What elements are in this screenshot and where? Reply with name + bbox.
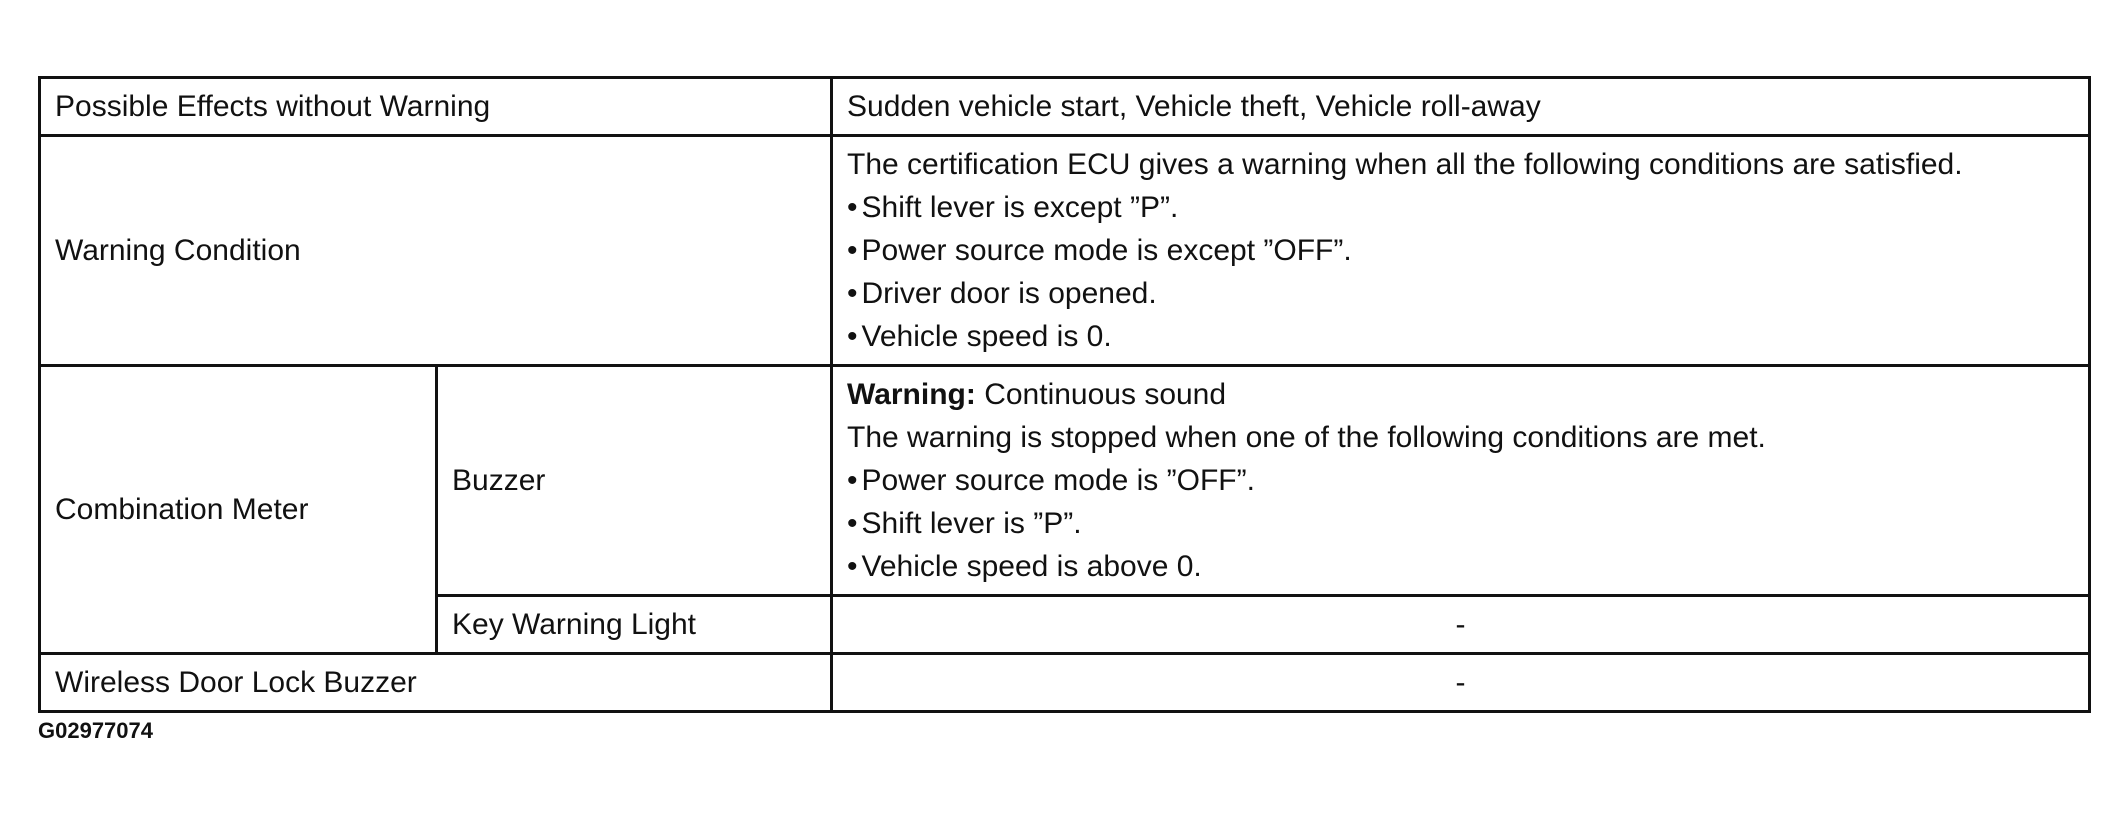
possible-effects-value: Sudden vehicle start, Vehicle theft, Vehicle roll-away [832,78,2090,136]
buzzer-stop-item: • Vehicle speed is above 0. [847,545,2074,588]
buzzer-warning-line [847,373,2074,416]
buzzer-stop-item: • Power source mode is ”OFF”. [847,459,2074,502]
wireless-door-lock-label: Wireless Door Lock Buzzer [40,654,832,712]
combination-meter-label: Combination Meter [40,366,437,654]
buzzer-label: Buzzer [437,366,832,596]
warning-condition-item: • Power source mode is except ”OFF”. [847,229,2074,272]
table-row-possible-effects [40,78,2090,136]
possible-effects-label: Possible Effects without Warning [40,78,832,136]
table-row-buzzer [40,366,2090,596]
warning-condition-intro: The certification ECU gives a warning when all the following conditions are satisfied. [847,148,1963,181]
warning-condition-item: • Shift lever is except ”P”. [847,186,2074,229]
buzzer-warning-title: Warning: [847,378,976,411]
buzzer-stop-item: • Shift lever is ”P”. [847,502,2074,545]
warning-condition-label: Warning Condition [40,136,832,366]
warning-spec-table [38,76,2091,713]
buzzer-stop-intro: The warning is stopped when one of the following conditions are met. [847,421,1766,454]
warning-condition-item: • Driver door is opened. [847,272,2074,315]
warning-condition-value [832,136,2090,366]
buzzer-value [832,366,2090,596]
key-warning-light-value: - [832,596,2090,654]
warning-condition-item: • Vehicle speed is 0. [847,315,2074,358]
wireless-door-lock-value: - [832,654,2090,712]
table-row-warning-condition [40,136,2090,366]
key-warning-light-label: Key Warning Light [437,596,832,654]
buzzer-warning-text: Continuous sound [975,378,1227,411]
table-row-wireless-door-lock [40,654,2090,712]
figure-id: G02977074 [38,718,153,743]
